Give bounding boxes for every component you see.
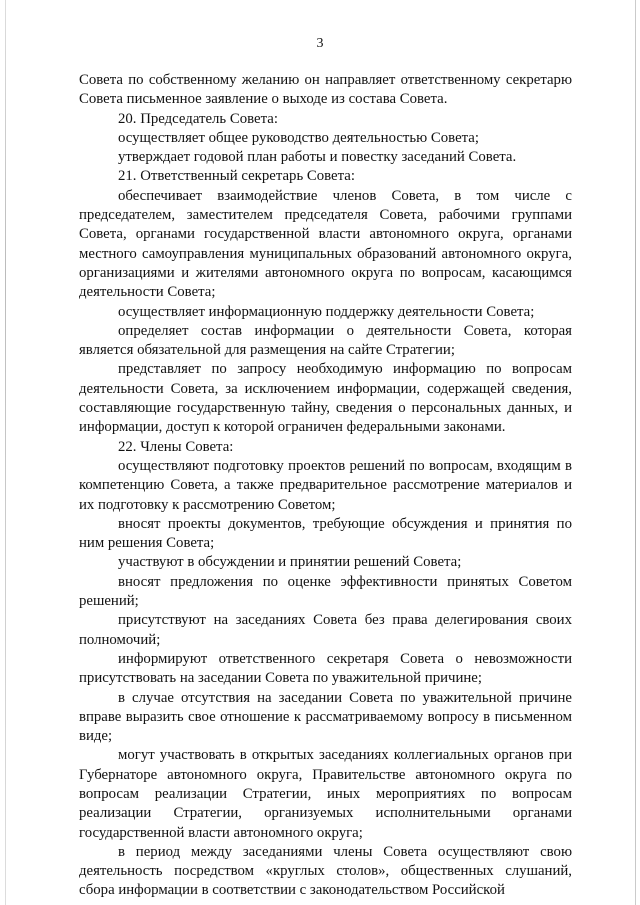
paragraph: вносят предложения по оценке эффективности принятых Советом решений; [79,573,572,610]
paragraph: 21. Ответственный секретарь Совета: [118,168,355,185]
paragraph: осуществляет общее руководство деятельностью Совета; [118,129,479,146]
paragraph: могут участвовать в открытых заседаниях коллегиальных органов при Губернаторе автономного округа, Правительстве автономного округа по вопросам реализации Стратегии, иных мероприятиях по вопросам реализации Стратегии, организуемых исполнительными органами государственной власти автономного округа; [79,747,572,841]
scan-edge-left [5,0,6,905]
paragraph: присутствуют на заседаниях Совета без права делегирования своих полномочий; [79,612,572,648]
paragraph: 20. Председатель Совета: [118,110,278,127]
paragraph: осуществляет информационную поддержку деятельности Совета; [118,303,535,320]
paragraph: в случае отсутствия на заседании Совета по уважительной причине вправе выразить свое отношение к рассматриваемому вопросу в письменном виде; [79,689,572,745]
paragraph: участвуют в обсуждении и принятии решений Совета; [118,554,462,571]
page-number: 3 [316,36,324,51]
paragraph: определяет состав информации о деятельности Совета, которая является обязательной для размещения на сайте Стратегии; [79,322,572,359]
paragraph: утверждает годовой план работы и повестку заседаний Совета. [118,149,517,166]
paragraph: представляет по запросу необходимую информацию по вопросам деятельности Совета, за исключением информации, содержащей сведения, составляющие государственную тайну, сведения о персональных данных, и информации, доступ к которой ограничен федеральными законами. [79,361,572,436]
paragraph: Совета по собственному желанию он направляет ответственному секретарю Совета письменное заявление о выходе из состава Совета. [79,72,572,108]
paragraph: информируют ответственного секретаря Совета о невозможности присутствовать на заседании Совета по уважительной причине; [79,650,572,687]
paragraph: вносят проекты документов, требующие обсуждения и принятия по ним решения Совета; [79,515,572,552]
paragraph: 22. Члены Совета: [118,438,234,455]
paragraph: обеспечивает взаимодействие членов Совета, в том числе с председателем, заместителем председателя Совета, рабочими группами Совета, органами государственной власти автономного округа, органами местного самоуправления муниципальных образований автономного округа, организациями и жителями автономного округа по вопросам, касающимся деятельности Совета; [79,187,572,301]
paragraph: осуществляют подготовку проектов решений по вопросам, входящим в компетенцию Совета, а также предварительное рассмотрение материалов и их подготовку к рассмотрению Советом; [79,457,572,513]
scan-edge-right [635,0,636,905]
paragraph: в период между заседаниями члены Совета осуществляют свою деятельность посредством «круглых столов», общественных слушаний, сбора информации в соответствии с законодательством Российской [79,843,572,899]
document-body [79,71,572,901]
